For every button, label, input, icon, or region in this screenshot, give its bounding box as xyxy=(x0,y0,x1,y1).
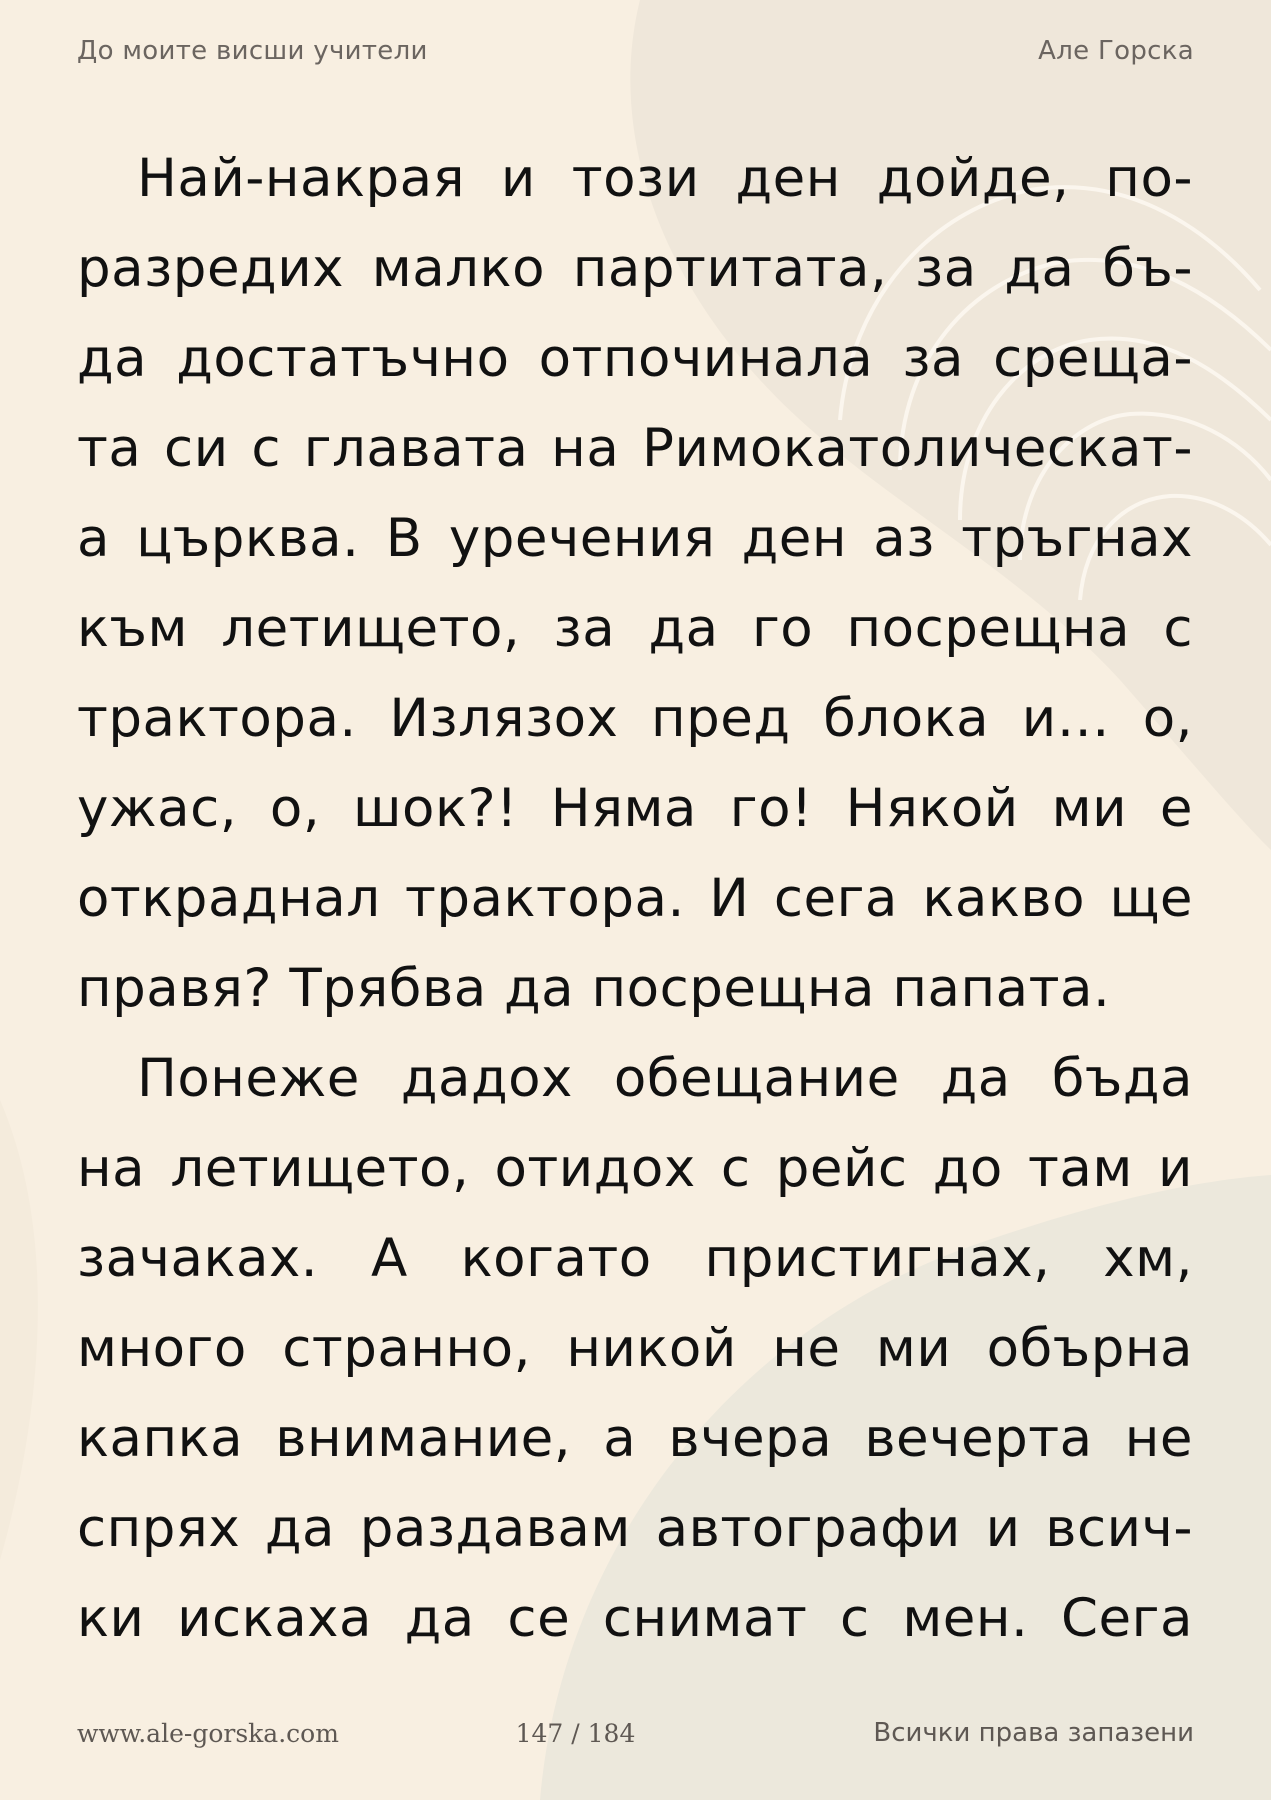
page-body xyxy=(77,134,1193,1664)
website-link[interactable]: www.ale-gorska.com xyxy=(77,1718,339,1748)
body-line: много странно, никой не ми обърна xyxy=(77,1318,1193,1379)
body-line: зачаках. А когато пристигнах, хм, xyxy=(77,1228,1193,1289)
copyright-notice: Всички права запазени xyxy=(873,1718,1194,1748)
body-line: та си с главата на Римокатолическат- xyxy=(77,418,1193,479)
body-line: ужас, о, шок?! Няма го! Някой ми е xyxy=(77,778,1193,839)
body-line: Понеже дадох обещание да бъда xyxy=(137,1048,1193,1109)
author-name: Але Горска xyxy=(1038,36,1194,66)
body-line: спрях да раздавам автографи и всич- xyxy=(77,1498,1193,1559)
body-line: откраднал трактора. И сега какво ще xyxy=(77,868,1193,929)
body-line: към летището, за да го посрещна с xyxy=(77,598,1193,659)
page-indicator: 147 / 184 xyxy=(515,1718,636,1748)
page-footer xyxy=(77,1716,1194,1750)
body-line: ки искаха да се снимат с мен. Сега xyxy=(77,1588,1193,1649)
body-line: да достатъчно отпочинала за среща- xyxy=(77,328,1193,389)
body-line: капка внимание, а вчера вечерта не xyxy=(77,1408,1193,1469)
body-line: Най-накрая и този ден дойде, по- xyxy=(137,148,1193,209)
body-line: трактора. Излязох пред блока и… о, xyxy=(77,688,1193,749)
body-line: на летището, отидох с рейс до там и xyxy=(77,1138,1193,1199)
body-line: разредих малко партитата, за да бъ- xyxy=(77,238,1193,299)
page-header xyxy=(77,34,1194,68)
body-line: а църква. В уречения ден аз тръгнах xyxy=(77,508,1193,569)
book-title: До моите висши учители xyxy=(77,36,428,66)
body-line: правя? Трябва да посрещна папата. xyxy=(77,958,1111,1019)
